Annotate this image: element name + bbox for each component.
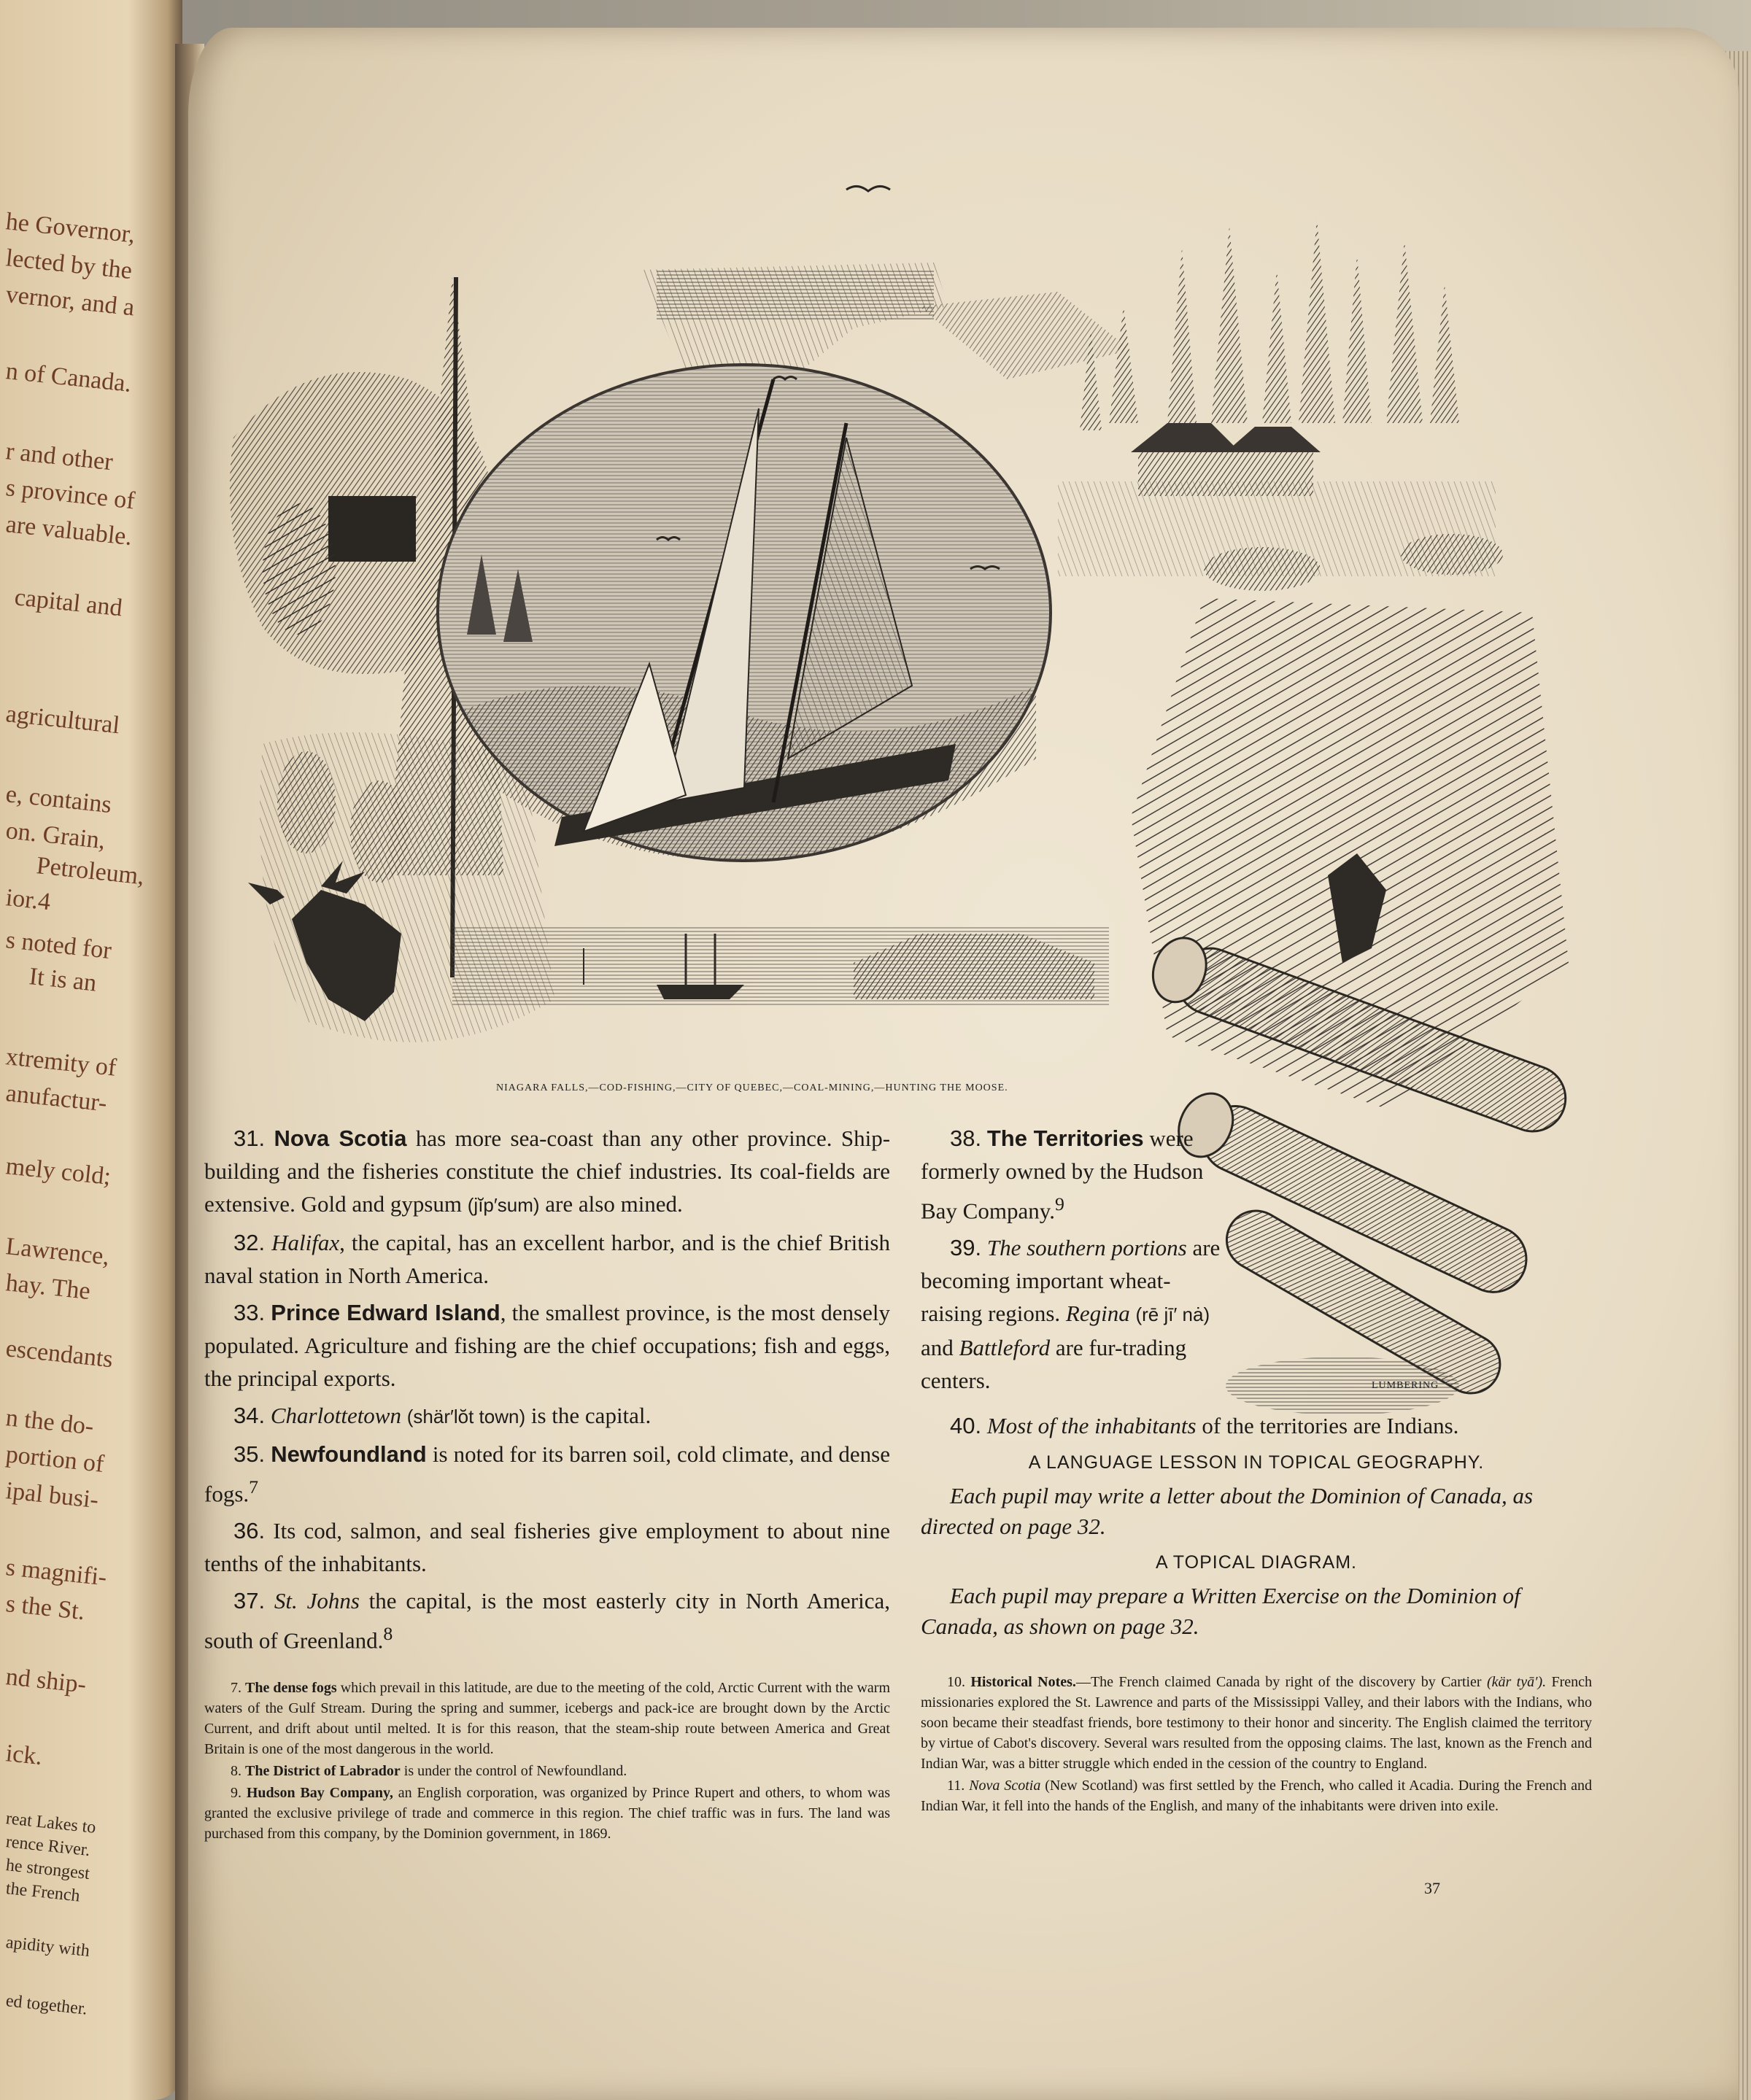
footnote-text: is under the control of Newfoundland. (400, 1763, 627, 1779)
left-text-fragment: are valuable. (4, 511, 134, 551)
left-text-fragment: ior.4 (4, 884, 53, 916)
paragraph-lead: The southern portions (986, 1235, 1187, 1261)
left-text-fragment: s province of (4, 474, 136, 515)
term-nova-scotia: Nova Scotia (274, 1125, 407, 1151)
paragraph-text: are fur-trading centers. (921, 1335, 1187, 1394)
paragraph-text: are also mined. (539, 1191, 683, 1217)
paragraph-text: has more sea-coast than any other province. Ship-building and the fisheries constitute the chief industries. Its coal-fields are extensive. Gold and gypsum (204, 1125, 891, 1217)
paragraph-text: is noted for its barren soil, cold climate, and dense fogs. (204, 1441, 890, 1507)
paragraph-number: 35. (233, 1441, 266, 1467)
left-text-fragment: lected by the (4, 244, 134, 285)
left-text-fragment: n of Canada. (4, 357, 133, 398)
city-of-quebec-scene (452, 926, 1109, 1007)
lumbering-caption: LUMBERING (1372, 1380, 1439, 1391)
paragraph-40 (921, 1409, 1592, 1442)
pronunciation: (rē jī′ nȧ) (1135, 1303, 1210, 1326)
footnote-number: 10. (947, 1674, 965, 1690)
paragraph-lead: Most of the inhabitants (986, 1413, 1197, 1438)
footnote-term: Nova Scotia (969, 1778, 1041, 1794)
footnote-9 (204, 1783, 890, 1844)
footnote-number: 11. (947, 1778, 965, 1794)
left-text-fragment: reat Lakes to (4, 1809, 97, 1837)
left-text-fragment: he strongest (4, 1856, 91, 1883)
left-text-fragment: mely cold; (4, 1152, 112, 1191)
paragraph-39 (921, 1231, 1227, 1397)
right-text-column-lower (921, 1409, 1592, 1642)
pronunciation: (jĭp′sum) (467, 1194, 540, 1216)
paragraph-number: 38. (950, 1125, 982, 1151)
footnote-number: 8. (231, 1763, 241, 1779)
paragraph-text: is the capital. (525, 1403, 652, 1428)
left-text-fragment: vernor, and a (4, 281, 136, 322)
footnote-10 (921, 1672, 1592, 1774)
paragraph-31 (204, 1122, 890, 1222)
left-text-fragment: s noted for (4, 926, 113, 965)
left-text-fragment: n the do- (4, 1404, 96, 1441)
illustration-caption: NIAGARA FALLS,—COD-FISHING,—CITY OF QUEBEC,—COAL-MINING,—HUNTING THE MOOSE. (496, 1082, 1008, 1093)
footnote-8 (204, 1761, 890, 1781)
footnote-term: The dense fogs (245, 1680, 337, 1696)
paragraph-text: , the capital, has an excellent harbor, and is the chief British naval station in North America. (204, 1230, 890, 1288)
paragraph-text: are becoming important wheat-raising regions. (921, 1235, 1221, 1327)
footnote-7 (204, 1678, 890, 1759)
paragraph-number: 36. (233, 1518, 266, 1544)
left-text-fragment: anufactur- (4, 1080, 109, 1117)
left-text-fragment: s magnifi- (4, 1554, 109, 1592)
footnote-ref: 8 (383, 1623, 393, 1645)
paragraph-number: 37. (233, 1588, 266, 1614)
term-territories: The Territories (986, 1125, 1144, 1151)
left-text-fragment: r and other (4, 438, 115, 476)
topical-diagram-text: Each pupil may prepare a Written Exercise on the Dominion of Canada, as shown on page 32. (921, 1583, 1520, 1639)
left-text-fragment: It is an (28, 963, 98, 997)
page-number: 37 (1424, 1879, 1440, 1897)
footnote-text: an English corporation, was organized by Prince Rupert and others, to whom was granted the exclusive privilege of trade and commerce in this region. The chief traffic was in furs. The land was purchased from this company, by the Dominion government, in 1869. (204, 1785, 890, 1842)
left-text-fragment: e, contains (4, 780, 113, 819)
footnote-text: French missionaries explored the St. Lawrence and parts of the Mississippi Valley, and their labors with the Indians, who soon became their steadfast friends, bore testimony to their honor and sincerity. The English claimed the territory by virtue of Cabot's discovery. Several wars resulted from the opposing claims. The last, known as the French and Indian War, was a bitter struggle which ended in the cession of the country to England. (921, 1674, 1593, 1772)
left-text-fragment: he Governor, (4, 208, 137, 249)
paragraph-32 (204, 1226, 890, 1292)
left-text-fragment: hay. The (4, 1269, 92, 1306)
left-text-fragment: apidity with (4, 1933, 91, 1961)
paragraph-number: 32. (233, 1230, 266, 1255)
paragraph-number: 40. (950, 1413, 982, 1438)
footnote-number: 7. (231, 1680, 241, 1696)
term-halifax: Halifax (271, 1230, 340, 1255)
left-text-fragment: s the St. (4, 1590, 87, 1626)
footnote-term: Hudson Bay Company, (246, 1785, 393, 1801)
paragraph-34 (204, 1399, 890, 1433)
term-charlottetown: Charlottetown (270, 1403, 401, 1428)
paragraph-text: Its cod, salmon, and seal fisheries give employment to about nine tenths of the inhabitants. (204, 1518, 890, 1577)
topical-diagram-heading: A TOPICAL DIAGRAM. (1156, 1552, 1357, 1573)
left-text-fragment: agricultural (4, 700, 121, 740)
paragraph-number: 34. (233, 1403, 266, 1428)
paragraph-number: 39. (950, 1235, 982, 1261)
paragraph-33 (204, 1296, 890, 1395)
paragraph-37 (204, 1584, 890, 1657)
cod-fishing-oval (438, 365, 1051, 861)
left-text-fragment: ick. (4, 1740, 44, 1771)
paragraph-number: 31. (233, 1125, 266, 1151)
left-text-fragment: xtremity of (4, 1043, 118, 1082)
footnote-text: —The French claimed Canada by right of the discovery by Cartier (1075, 1674, 1487, 1690)
left-text-fragment: escendants (4, 1335, 115, 1373)
paragraph-text: and (921, 1335, 959, 1361)
left-text-fragment: capital and (13, 584, 124, 622)
footnote-text: (New Scotland) was first settled by the French, who called it Acadia. During the French and Indian War, it fell into the hands of the English, and many of the inhabitants were driven into exile. (921, 1778, 1592, 1814)
term-prince-edward-island: Prince Edward Island (271, 1300, 500, 1325)
left-text-fragment: portion of (4, 1441, 106, 1479)
footnote-text: which prevail in this latitude, are due to the meeting of the cold, Arctic Current with the warm waters of the Gulf Stream. During the spring and summer, icebergs and pack-ice are brought down by the Arctic Current, and drift about until melted. It is for this reason, that the steam-ship route between America and Great Britain is one of the most dangerous in the world. (204, 1680, 890, 1757)
paragraph-text: of the territories are Indians. (1196, 1413, 1459, 1438)
footnote-term: The District of Labrador (245, 1763, 401, 1779)
left-text-fragment: the French (4, 1879, 81, 1906)
footnote-11 (921, 1775, 1592, 1816)
left-text-column (204, 1122, 890, 1662)
paragraph-text: the capital, is the most easterly city in North America, south of Greenland. (204, 1588, 890, 1654)
language-lesson-text: Each pupil may write a letter about the Dominion of Canada, as directed on page 32. (921, 1483, 1534, 1539)
footnote-ref: 9 (1054, 1193, 1064, 1214)
left-text-fragment: Petroleum, (35, 852, 146, 891)
left-page (0, 0, 182, 2100)
footnote-number: 9. (231, 1785, 241, 1801)
term-regina: Regina (1065, 1301, 1130, 1327)
paragraph-38 (921, 1122, 1227, 1227)
left-text-fragment: Lawrence, (4, 1233, 111, 1271)
left-text-fragment: ipal busi- (4, 1477, 100, 1514)
right-text-column-upper (921, 1122, 1227, 1401)
term-newfoundland: Newfoundland (271, 1441, 427, 1467)
footnotes-right (921, 1672, 1592, 1818)
paragraph-text: , the smallest province, is the most densely populated. Agriculture and fishing are the chief occupations; fish and eggs, the principal exports. (204, 1300, 890, 1391)
left-text-fragment: ed together. (4, 1991, 88, 2019)
footnote-term: Historical Notes. (970, 1674, 1076, 1690)
language-lesson-heading: A LANGUAGE LESSON IN TOPICAL GEOGRAPHY. (1028, 1452, 1485, 1473)
left-text-fragment: nd ship- (4, 1663, 88, 1699)
paragraph-text: were formerly owned by the Hudson Bay Company. (921, 1125, 1204, 1224)
pronunciation: (shär′lŏt town) (406, 1406, 526, 1427)
pronunciation: (kär tyā′). (1486, 1674, 1547, 1690)
left-text-fragment: rence River. (4, 1832, 91, 1861)
paragraph-36 (204, 1514, 890, 1580)
lumber-camp-scene (1058, 219, 1503, 591)
footnote-ref: 7 (249, 1476, 259, 1497)
term-st-johns: St. Johns (274, 1588, 360, 1614)
paragraph-number: 33. (233, 1300, 266, 1325)
left-text-fragment: on. Grain, (4, 817, 107, 855)
term-battleford: Battleford (959, 1335, 1051, 1361)
paragraph-35 (204, 1438, 890, 1510)
footnotes-left (204, 1678, 890, 1845)
